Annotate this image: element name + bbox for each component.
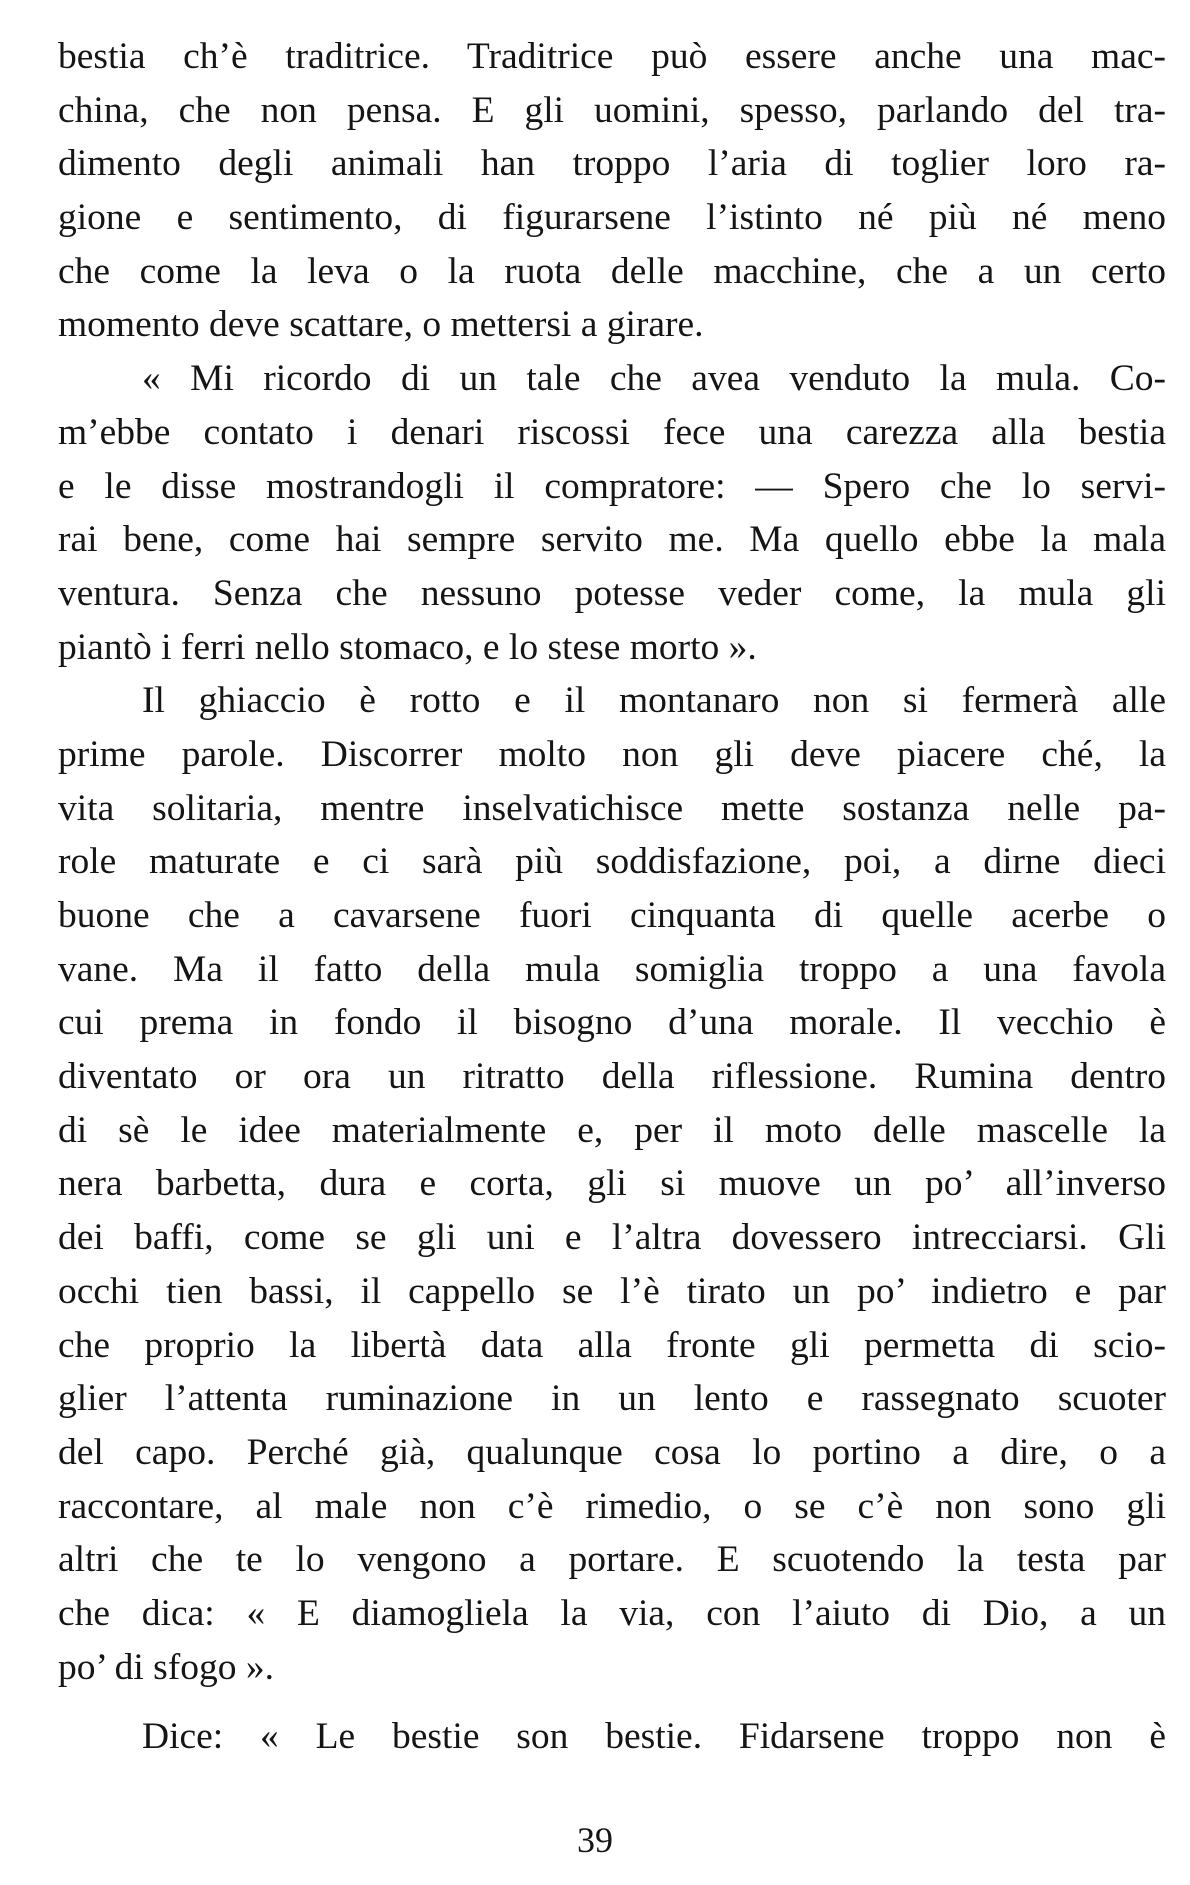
text-line: dimento degli animali han troppo l’aria di toglier loro ra- [58,143,1166,185]
text-line: vane. Ma il fatto della mula somiglia troppo a una favola [58,948,1166,990]
text-line: del capo. Perché già, qualunque cosa lo portino a dire, o a [58,1431,1166,1473]
text-line: e le disse mostrandogli il compratore: — Spero che lo servi- [58,465,1166,507]
text-line: piantò i ferri nello stomaco, e lo stese morto ». [58,626,757,668]
text-line: di sè le idee materialmente e, per il moto delle mascelle la [58,1109,1166,1151]
text-line: prime parole. Discorrer molto non gli deve piacere ché, la [58,733,1166,775]
text-line: nera barbetta, dura e corta, gli si muove un po’ all’inverso [58,1163,1166,1205]
text-line: buone che a cavarsene fuori cinquanta di quelle acerbe o [58,895,1166,936]
text-line: gione e sentimento, di figurarsene l’istinto né più né meno [58,197,1166,239]
text-line: raccontare, al male non c’è rimedio, o se c’è non sono gli [58,1485,1166,1527]
text-line: china, che non pensa. E gli uomini, spesso, parlando del tra- [58,89,1166,131]
text-line: altri che te lo vengono a portare. E scuotendo la testa par [58,1539,1166,1581]
text-line: che proprio la libertà data alla fronte gli permetta di scio- [58,1324,1166,1366]
text-line: po’ di sfogo ». [58,1646,274,1688]
text-line: Dice: « Le bestie son bestie. Fidarsene troppo non è [142,1716,1166,1758]
text-line: diventato or ora un ritratto della riflessione. Rumina dentro [58,1056,1166,1098]
text-line: vita solitaria, mentre inselvatichisce mette sostanza nelle pa- [58,787,1166,829]
body-text [58,30,1166,1764]
text-line: occhi tien bassi, il cappello se l’è tirato un po’ indietro e par [58,1270,1166,1312]
text-line: momento deve scattare, o mettersi a girare. [58,304,704,346]
text-line: m’ebbe contato i denari riscossi fece una carezza alla bestia [58,411,1166,453]
text-line: Il ghiaccio è rotto e il montanaro non si fermerà alle [142,680,1166,722]
text-line: che dica: « E diamogliela la via, con l’aiuto di Dio, a un [58,1592,1166,1634]
text-line: rai bene, come hai sempre servito me. Ma quello ebbe la mala [58,519,1166,561]
text-line: cui prema in fondo il bisogno d’una morale. Il vecchio è [58,1002,1166,1044]
text-line: glier l’attenta ruminazione in un lento e rassegnato scuoter [58,1378,1166,1420]
text-line: ventura. Senza che nessuno potesse veder come, la mula gli [58,572,1166,614]
text-line: bestia ch’è traditrice. Traditrice può essere anche una mac- [58,36,1166,77]
page-number: 39 [577,1820,613,1860]
text-line: « Mi ricordo di un tale che avea venduto la mula. Co- [142,358,1166,400]
text-line: dei baffi, come se gli uni e l’altra dovessero intrecciarsi. Gli [58,1217,1166,1259]
text-line: che come la leva o la ruota delle macchine, che a un certo [58,250,1166,292]
text-line: role maturate e ci sarà più soddisfazione, poi, a dirne dieci [58,841,1166,883]
